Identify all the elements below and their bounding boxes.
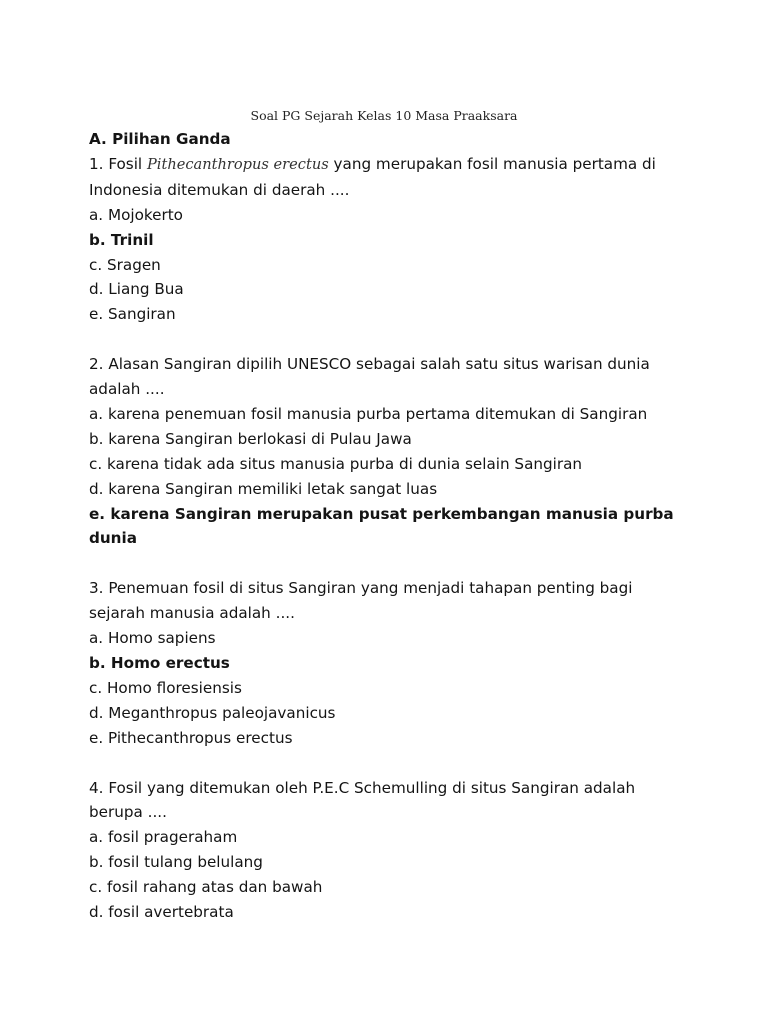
question-2-option-a: a. karena penemuan fosil manusia purba pertama ditemukan di Sangiran [89, 404, 648, 423]
question-3-option-e: e. Pithecanthropus erectus [89, 728, 293, 747]
question-4 [89, 776, 689, 925]
question-1-text-line-2: Indonesia ditemukan di daerah .... [89, 180, 350, 199]
question-1-option-e: e. Sangiran [89, 305, 176, 324]
question-3-text-line-1: 3. Penemuan fosil di situs Sangiran yang menjadi tahapan penting bagi [89, 579, 633, 598]
question-1-species-name: Pithecanthropus erectus [146, 155, 329, 173]
question-1-text-line-1 [89, 152, 689, 178]
question-2 [89, 352, 689, 551]
question-3 [89, 576, 689, 750]
question-4-option-c: c. fosil rahang atas dan bawah [89, 878, 323, 897]
question-2-option-c: c. karena tidak ada situs manusia purba di dunia selain Sangiran [89, 454, 583, 473]
question-2-text-line-1: 2. Alasan Sangiran dipilih UNESCO sebagai salah satu situs warisan dunia [89, 355, 650, 374]
spacer [89, 751, 689, 776]
question-2-option-e-answer-line-2: dunia [89, 529, 137, 548]
document-title: Soal PG Sejarah Kelas 10 Masa Praaksara [250, 108, 518, 123]
question-2-option-d: d. karena Sangiran memiliki letak sangat luas [89, 479, 438, 498]
section-heading: A. Pilihan Ganda [89, 130, 231, 148]
question-3-option-c: c. Homo floresiensis [89, 678, 242, 697]
document-body [89, 127, 689, 925]
question-2-text-line-2: adalah .... [89, 380, 165, 399]
question-1-prefix: 1. Fosil [89, 154, 147, 173]
question-4-text-line-1: 4. Fosil yang ditemukan oleh P.E.C Schemulling di situs Sangiran adalah [89, 778, 636, 797]
question-4-text-line-2: berupa .... [89, 803, 167, 822]
spacer [89, 327, 689, 352]
question-1-suffix: yang merupakan fosil manusia pertama di [328, 154, 656, 173]
question-1-option-a: a. Mojokerto [89, 205, 183, 224]
question-3-text-line-2: sejarah manusia adalah .... [89, 604, 295, 623]
question-1-option-d: d. Liang Bua [89, 280, 184, 299]
question-2-option-b: b. karena Sangiran berlokasi di Pulau Jawa [89, 429, 412, 448]
question-1-option-c: c. Sragen [89, 255, 161, 274]
question-3-option-d: d. Meganthropus paleojavanicus [89, 703, 336, 722]
question-1 [89, 152, 689, 327]
spacer [89, 551, 689, 576]
question-4-option-b: b. fosil tulang belulang [89, 853, 263, 872]
question-3-option-a: a. Homo sapiens [89, 629, 216, 648]
question-4-option-a: a. fosil prageraham [89, 828, 238, 847]
question-4-option-d: d. fosil avertebrata [89, 903, 234, 922]
question-1-option-b-answer: b. Trinil [89, 230, 154, 249]
question-2-option-e-answer-line-1: e. karena Sangiran merupakan pusat perkembangan manusia purba [89, 504, 674, 523]
question-3-option-b-answer: b. Homo erectus [89, 654, 230, 672]
